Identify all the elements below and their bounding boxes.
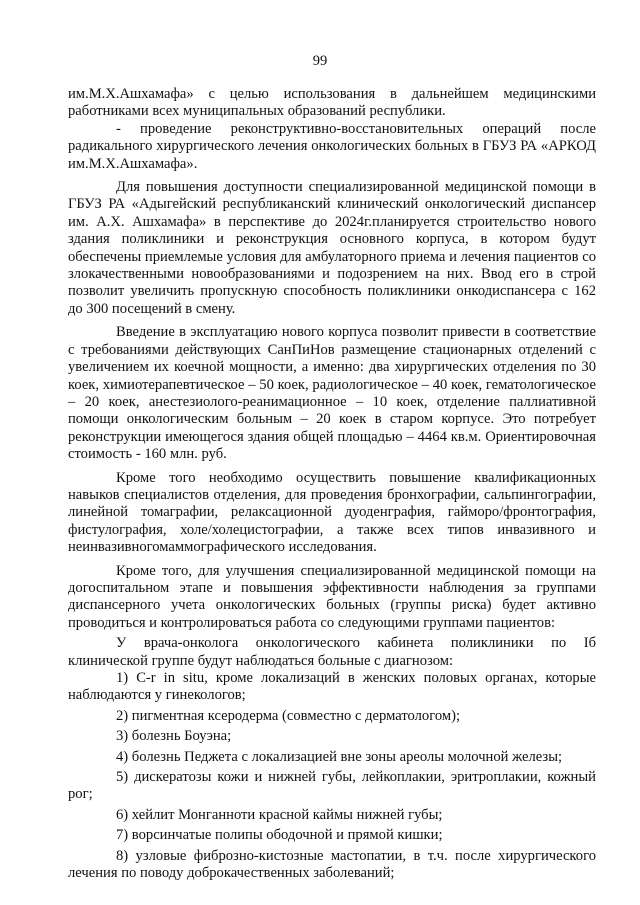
- paragraph-qualification: Кроме того необходимо осуществить повышение квалификационных навыков специалистов отделения, для проведения бронхографии, сальпингографии, линейной томаграфии, релаксационной дуоденграфия, гайморо/фронтография, фистулография, холе/холецистографии, а также всех типов инвазивного и неинвазивногомаммографического исследования.: [68, 469, 596, 556]
- list-item-2: 2) пигментная ксеродерма (совместно с дерматологом);: [116, 707, 460, 724]
- paragraph-risk-groups: Кроме того, для улучшения специализированной медицинской помощи на догоспитальном этапе и повышения эффективности наблюдения за группами диспансерного учета онкологических больных (группы риска) будет активно проводиться и контролироваться работа со следующими группами пациентов:: [68, 562, 596, 631]
- list-item-4: 4) болезнь Педжета с локализацией вне зоны ареолы молочной железы;: [116, 748, 563, 765]
- list-item-1: 1) C-r in situ, кроме локализаций в женских половых органах, которые наблюдаются у гинекологов;: [68, 670, 596, 704]
- paragraph-new-building: Для повышения доступности специализированной медицинской помощи в ГБУЗ РА «Адыгейский республиканский клинический онкологический диспансер им. А.Х. Ашхамафа» в перспективе до 2024г.планируется строительство нового здания поликлиники и реконструкция основного корпуса, в котором будут обеспечены приемлемые условия для амбулаторного приема и лечения пациентов со злокачественными новообразованиями и подозрением на них. Ввод его в строй позволит увеличить пропускную способность поликлиники онкодиспансера с 162 до 300 посещений в смену.: [68, 179, 596, 317]
- page-number: 99: [312, 53, 328, 69]
- document-body: [68, 86, 596, 882]
- paragraph-bullet-operations: - проведение реконструктивно-восстановительных операций после радикального хирургического лечения онкологических больных в ГБУЗ РА «АРКОД им.М.Х.Ашхамафа».: [68, 120, 596, 172]
- paragraph-oncologist-group: У врача-онколога онкологического кабинета поликлиники по Iб клинической группе будут наблюдаться больные с диагнозом:: [68, 635, 596, 669]
- list-item-7: 7) ворсинчатые полипы ободочной и прямой кишки;: [116, 827, 443, 844]
- list-item-8: 8) узловые фиброзно-кистозные мастопатии, в т.ч. после хирургического лечения по поводу доброкачественных заболеваний;: [68, 847, 596, 882]
- paragraph-continuation: им.М.Х.Ашхамафа» с целью использования в дальнейшем медицинскими работниками всех муниципальных образований республики.: [68, 86, 596, 120]
- paragraph-new-corpus: Введение в эксплуатацию нового корпуса позволит привести в соответствие с требованиями действующих СанПиНов размещение стационарных отделений с увеличением их коечной мощности, а именно: два хирургических отделения по 30 коек, химиотерапевтическое – 50 коек, радиологическое – 40 коек, гематологическое – 20 коек, анестезиолого-реанимационное – 10 коек, отделение паллиативной помощи онкологическим больным – 20 коек в старом корпусе. Это потребует реконструкции имеющегося здания общей площадью – 4464 кв.м. Ориентировочная стоимость - 160 млн. руб.: [68, 324, 596, 463]
- list-item-6: 6) хейлит Монганноти красной каймы нижней губы;: [116, 806, 443, 823]
- list-item-3: 3) болезнь Боуэна;: [116, 728, 232, 745]
- list-item-5: 5) дискератозы кожи и нижней губы, лейкоплакии, эритроплакии, кожный рог;: [68, 769, 596, 803]
